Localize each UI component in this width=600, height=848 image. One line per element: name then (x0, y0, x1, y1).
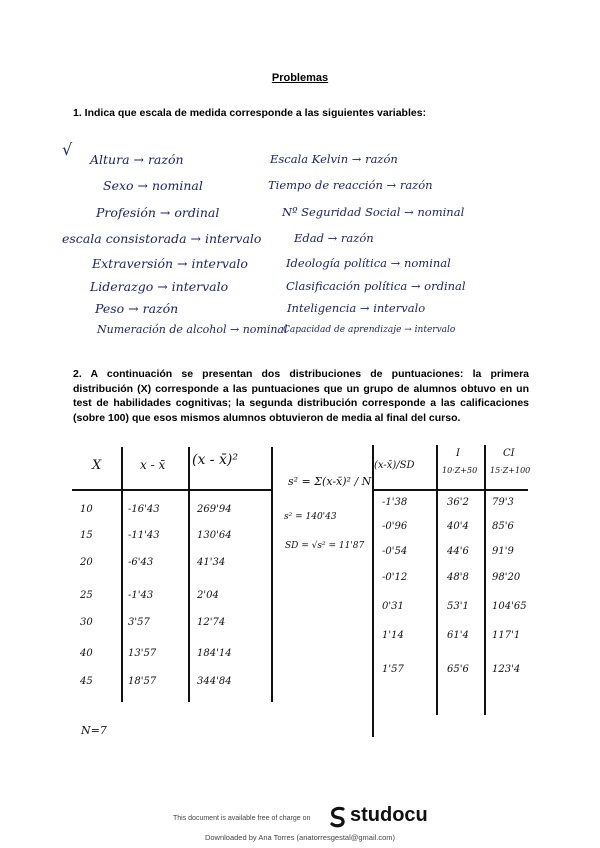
cell-deviation: -6'43 (128, 557, 154, 568)
question-1: 1. Indica que escala de medida corresponde a las siguientes variables: (73, 107, 427, 119)
cell-t: 44'6 (447, 546, 469, 557)
formula-sd: SD = √s² = 11'87 (285, 541, 365, 551)
answer-right: Nº Seguridad Social → nominal (282, 205, 465, 219)
answer-right: Clasificación política → ordinal (286, 279, 466, 293)
table-rule (436, 445, 438, 715)
cell-deviation: 3'57 (128, 617, 150, 628)
cell-t: 40'4 (447, 521, 469, 532)
cell-x: 15 (80, 530, 93, 541)
cell-t: 65'6 (447, 664, 469, 675)
answer-left: escala consistorada → intervalo (62, 231, 262, 246)
table-rule (72, 489, 272, 491)
cell-z: -0'12 (382, 572, 408, 583)
cell-z: 0'31 (382, 601, 404, 612)
cell-ci: 91'9 (492, 546, 514, 557)
cell-x: 25 (80, 590, 93, 601)
cell-x: 30 (80, 617, 93, 628)
cell-x: 10 (80, 504, 93, 515)
answer-right: Edad → razón (294, 231, 374, 245)
table-rule (121, 447, 123, 702)
cell-x: 40 (80, 648, 93, 659)
page-title: Problemas (271, 72, 329, 84)
studocu-brand[interactable]: studocu (350, 804, 428, 826)
answer-left: Extraversión → intervalo (92, 256, 248, 271)
answer-left: Altura → razón (90, 152, 184, 167)
cell-deviation: -1'43 (128, 590, 154, 601)
cell-squared: 184'14 (197, 648, 232, 659)
cell-squared: 344'84 (197, 676, 232, 687)
cell-x: 45 (80, 676, 93, 687)
cell-squared: 41'34 (197, 557, 226, 568)
downloaded-by: Downloaded by Ana Torres (anatorresgestal@gmail.com) (204, 833, 396, 842)
answer-right: Inteligencia → intervalo (287, 301, 426, 315)
cell-ci: 85'6 (492, 521, 514, 532)
n-count: N=7 (81, 724, 107, 737)
studocu-logo-icon (329, 806, 347, 828)
cell-z: 1'57 (382, 664, 404, 675)
cell-deviation: -11'43 (128, 530, 160, 541)
cell-ci: 79'3 (492, 497, 514, 508)
formula-variance-value: s² = 140'43 (284, 512, 337, 522)
header-dev: x - x̄ (140, 458, 166, 472)
answer-right: Escala Kelvin → razón (270, 152, 398, 166)
header-t-sub: 10·Z+50 (442, 466, 478, 475)
answer-right: Capacidad de aprendizaje → intervalo (283, 325, 456, 335)
table-rule (372, 445, 374, 737)
answer-left: Liderazgo → intervalo (90, 279, 229, 294)
check-mark: √ (62, 140, 73, 159)
cell-deviation: 18'57 (128, 676, 157, 687)
header-t: I (456, 448, 460, 459)
cell-squared: 269'94 (197, 504, 232, 515)
cell-z: -0'96 (382, 521, 408, 532)
header-z: (x-x̄)/SD (374, 460, 415, 471)
header-ci: CI (503, 448, 515, 459)
header-x: X (92, 458, 102, 473)
table-rule (373, 489, 528, 491)
answer-left: Profesión → ordinal (96, 205, 220, 220)
answer-right: Ideología política → nominal (286, 256, 451, 270)
cell-deviation: -16'43 (128, 504, 160, 515)
cell-t: 48'8 (447, 572, 469, 583)
cell-z: 1'14 (382, 630, 404, 641)
cell-ci: 117'1 (492, 630, 521, 641)
header-ci-sub: 15·Z+100 (490, 466, 531, 475)
answer-left: Sexo → nominal (103, 178, 203, 193)
table-rule (484, 445, 486, 715)
cell-t: 53'1 (447, 601, 469, 612)
answer-left: Numeración de alcohol → nominal (97, 323, 288, 336)
cell-t: 61'4 (447, 630, 469, 641)
cell-ci: 98'20 (492, 572, 521, 583)
table-rule (188, 447, 190, 702)
cell-squared: 2'04 (197, 590, 219, 601)
cell-deviation: 13'57 (128, 648, 157, 659)
cell-z: -0'54 (382, 546, 408, 557)
cell-t: 36'2 (447, 497, 469, 508)
table-rule (271, 447, 273, 702)
available-text: This document is available free of charge on (173, 815, 311, 822)
cell-x: 20 (80, 557, 93, 568)
cell-ci: 104'65 (492, 601, 527, 612)
cell-squared: 12'74 (197, 617, 226, 628)
header-sq: (x - x̄)² (192, 452, 238, 468)
cell-squared: 130'64 (197, 530, 232, 541)
answer-right: Tiempo de reacción → razón (268, 178, 433, 192)
formula-variance: s² = Σ(x-x̄)² / N (288, 475, 372, 488)
answer-left: Peso → razón (95, 301, 179, 316)
cell-ci: 123'4 (492, 664, 521, 675)
cell-z: -1'38 (382, 497, 408, 508)
question-2: 2. A continuación se presentan dos distribuciones de puntuaciones: la primera distribución (X) corresponde a las puntuaciones que un grupo de alumnos obtuvo en un test de habilidades cognitivas; la segunda distribución corresponde a las calificaciones (sobre 100) que esos mismos alumnos obtuvieron de media al final del curso. (73, 368, 529, 424)
